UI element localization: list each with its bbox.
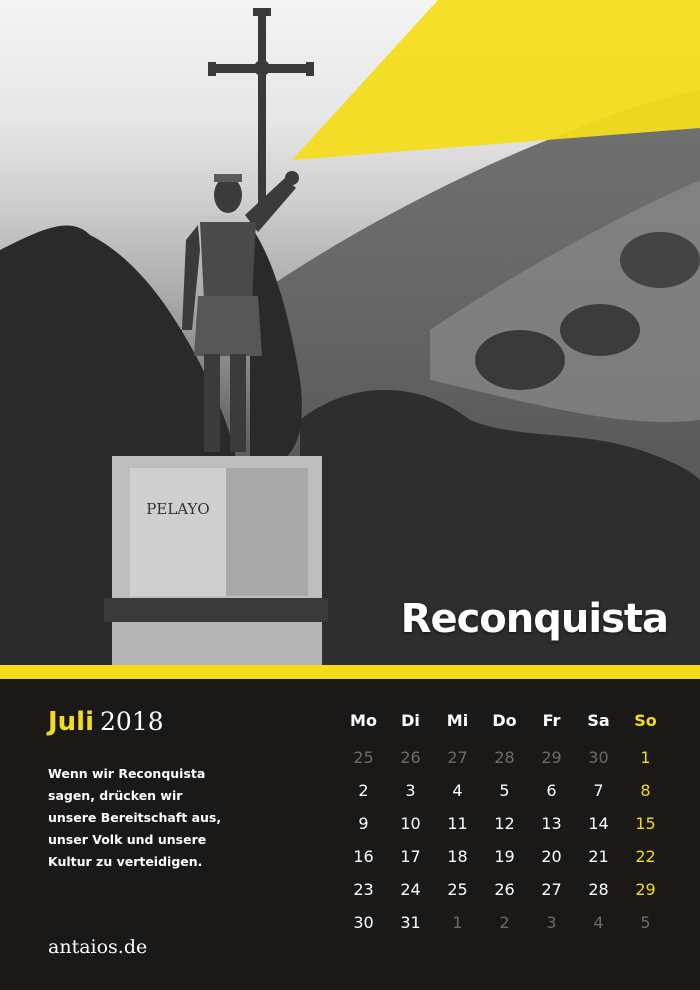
pedestal <box>104 456 328 665</box>
bush <box>560 304 640 356</box>
page-title: Reconquista <box>400 596 668 642</box>
weekday-label: Mi <box>446 711 469 730</box>
calendar-day-adjacent-month: 5 <box>640 913 651 932</box>
quote-line: sagen, drücken wir <box>48 788 183 803</box>
calendar-day: 10 <box>400 814 421 833</box>
calendar-day-adjacent-month: 3 <box>546 913 557 932</box>
calendar-day: 16 <box>353 847 374 866</box>
calendar-day-adjacent-month: 28 <box>494 748 515 767</box>
calendar-week-row <box>340 873 669 906</box>
calendar-day: 13 <box>541 814 562 833</box>
weekday-label-sunday: So <box>634 711 657 730</box>
quote-line: Kultur zu verteidigen. <box>48 854 203 869</box>
calendar-day-adjacent-month: 2 <box>499 913 510 932</box>
month-name: Juli <box>48 707 95 737</box>
calendar-day-adjacent-month: 1 <box>452 913 463 932</box>
quote-line: Wenn wir Reconquista <box>48 766 206 781</box>
calendar-day: 14 <box>588 814 609 833</box>
calendar-day-sunday: 15 <box>635 814 656 833</box>
publisher-url: antaios.de <box>48 936 148 958</box>
calendar-day: 25 <box>447 880 468 899</box>
pedestal-inscription: PELAYO <box>146 500 210 518</box>
calendar-day: 7 <box>593 781 604 800</box>
calendar-day: 17 <box>400 847 421 866</box>
calendar-day: 6 <box>546 781 557 800</box>
quote-line: unser Volk und unsere <box>48 832 207 847</box>
calendar-day: 9 <box>358 814 369 833</box>
calendar-day: 11 <box>447 814 468 833</box>
calendar-day-adjacent-month: 29 <box>541 748 562 767</box>
calendar-day-sunday: 29 <box>635 880 656 899</box>
calendar-day-sunday: 1 <box>640 748 651 767</box>
bush <box>475 330 565 390</box>
calendar-day: 30 <box>353 913 374 932</box>
calendar-day: 28 <box>588 880 609 899</box>
calendar-day: 4 <box>452 781 463 800</box>
calendar-week-row <box>340 906 669 939</box>
calendar-day: 2 <box>358 781 369 800</box>
calendar-week-row <box>340 840 669 873</box>
quote-text <box>48 763 288 873</box>
calendar-day: 19 <box>494 847 515 866</box>
calendar-week-row <box>340 774 669 807</box>
calendar-day: 24 <box>400 880 421 899</box>
calendar-day-sunday: 22 <box>635 847 656 866</box>
month-heading <box>48 707 164 737</box>
calendar-day-sunday: 8 <box>640 781 651 800</box>
calendar-day: 20 <box>541 847 562 866</box>
calendar-day: 21 <box>588 847 609 866</box>
calendar-day: 12 <box>494 814 515 833</box>
calendar-week-row <box>340 807 669 840</box>
bush <box>620 232 700 288</box>
calendar-day-adjacent-month: 30 <box>588 748 609 767</box>
calendar-weeks <box>340 741 669 939</box>
calendar-day: 23 <box>353 880 374 899</box>
calendar-week-row <box>340 741 669 774</box>
weekday-label: Do <box>492 711 517 730</box>
weekday-label: Di <box>401 711 420 730</box>
weekday-header <box>340 711 669 741</box>
weekday-label: Fr <box>542 711 561 730</box>
calendar-day-adjacent-month: 4 <box>593 913 604 932</box>
calendar-day: 31 <box>400 913 421 932</box>
accent-stripe <box>0 665 700 679</box>
calendar-grid <box>340 711 669 939</box>
calendar-day: 27 <box>541 880 562 899</box>
calendar-panel <box>0 679 700 990</box>
calendar-day-adjacent-month: 25 <box>353 748 374 767</box>
calendar-day: 26 <box>494 880 515 899</box>
calendar-day: 5 <box>499 781 510 800</box>
quote-line: unsere Bereitschaft aus, <box>48 810 222 825</box>
month-year: 2018 <box>100 707 164 736</box>
calendar-day: 18 <box>447 847 468 866</box>
calendar-day-adjacent-month: 26 <box>400 748 421 767</box>
calendar-day: 3 <box>405 781 416 800</box>
calendar-day-adjacent-month: 27 <box>447 748 468 767</box>
weekday-label: Mo <box>350 711 377 730</box>
weekday-label: Sa <box>587 711 610 730</box>
